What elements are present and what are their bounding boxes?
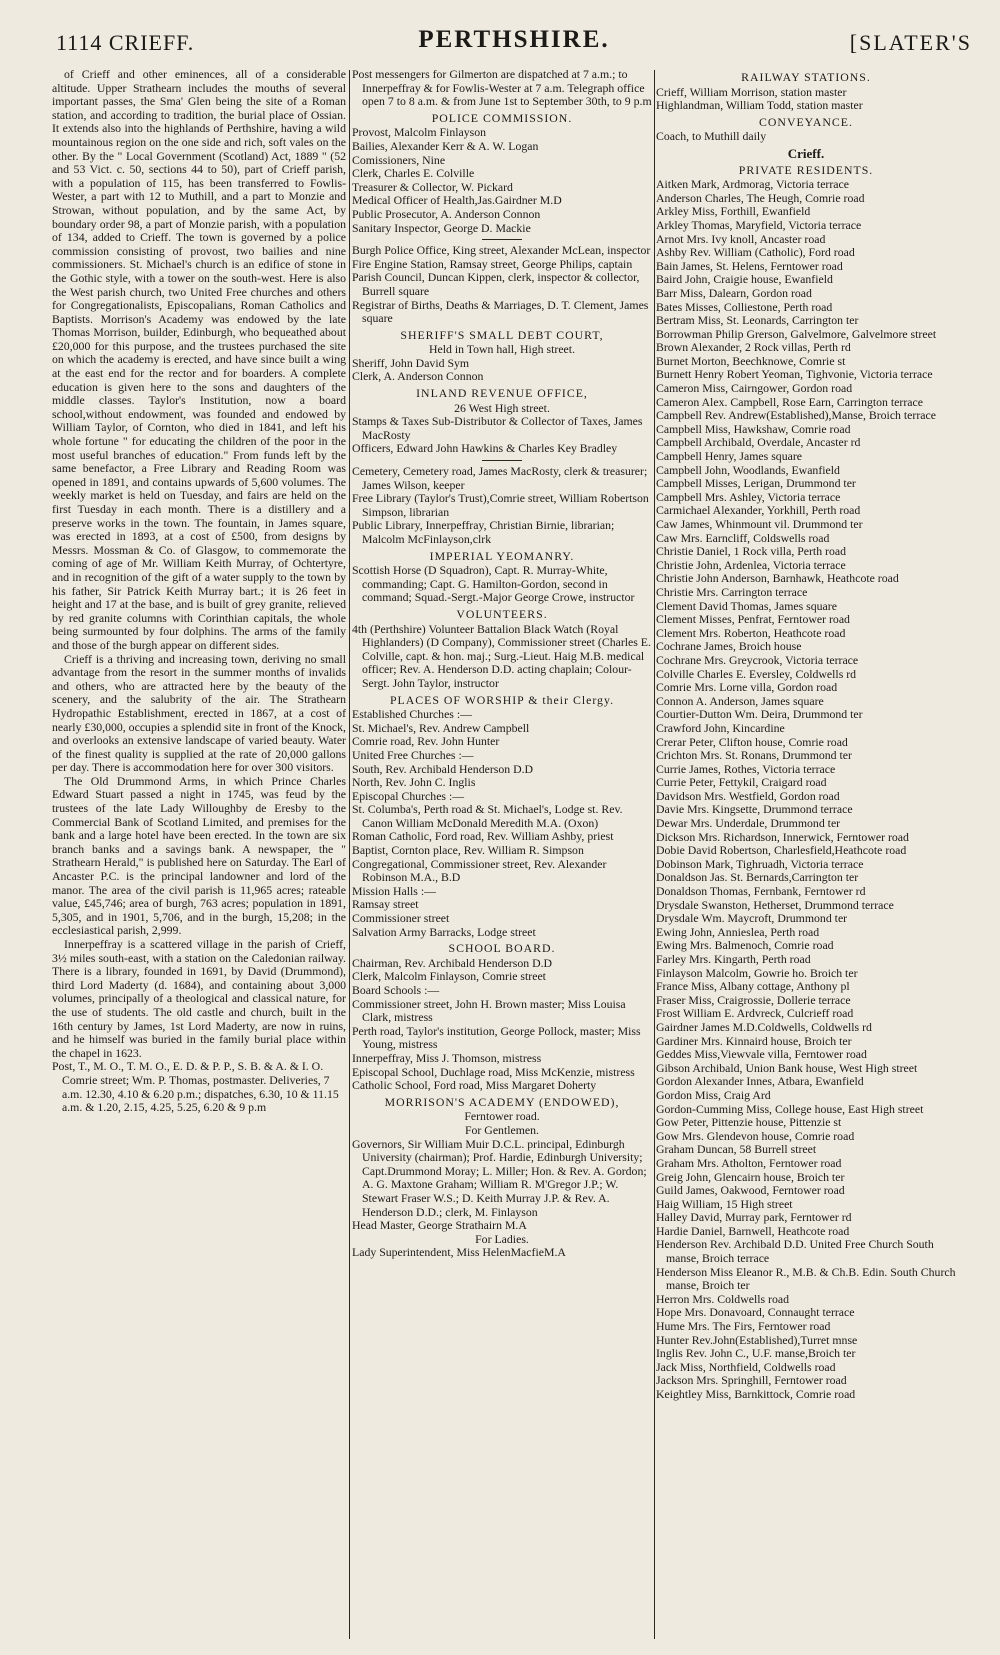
section-heading: INLAND REVENUE OFFICE, [416,386,588,401]
section-heading: IMPERIAL YEOMANRY. [429,548,575,563]
entry-line: Hardie Daniel, Barnwell, Heathcote road [656,1223,850,1238]
entry-line: Colville Charles E. Eversley, Coldwells rd [656,666,857,681]
entry-line: Henderson Rev. Archibald D.D. United Free Church South manse, Broich terrace [656,1237,934,1266]
section-heading: PLACES OF WORSHIP & their Clergy. [389,692,615,707]
entry-line: Haig William, 15 High street [656,1196,793,1211]
subheading: For Gentlemen. [464,1122,540,1137]
entry-line: Burgh Police Office, King street, Alexander McLean, inspector [352,243,651,258]
entry-line: Geddes Miss,Viewvale villa, Ferntower road [656,1047,867,1062]
entry-line: Board Schools :— [352,983,440,997]
entry-line: Gordon Miss, Craig Ard [656,1087,771,1102]
entry-line: St. Columba's, Perth road & St. Michael's, Lodge st. Rev. Canon William McDonald Meredith M.A. (Oxon) [352,802,623,830]
entry-line: Davie Mrs. Kingsette, Drummond terrace [656,802,853,817]
entry-line: Drysdale Swanston, Hetherset, Drummond terrace [656,897,894,912]
town-heading: Crieff. [787,145,825,161]
entry-line: Dewar Mrs. Underdale, Drummond ter [656,816,841,831]
entry-line: Clerk, A. Anderson Connon [352,369,484,384]
entry-line: Hope Mrs. Donavoard, Connaught terrace [656,1305,855,1320]
entry-line: Campbell Archibald, Overdale, Ancaster rd [656,435,861,450]
section-heading: VOLUNTEERS. [456,606,548,621]
entry-line: Ramsay street [352,897,419,912]
entry-line: Episcopal School, Duchlage road, Miss McKenzie, mistress [352,1064,635,1079]
section-heading: SCHOOL BOARD. [448,941,556,956]
entry-line: Gow Mrs. Glendevon house, Comrie road [656,1128,855,1143]
entry-line: Davidson Mrs. Westfield, Gordon road [656,788,840,803]
entry-line: Christie Daniel, 1 Rock villa, Perth road [656,544,847,559]
entry-line: Post messengers for Gilmerton are dispatched at 7 a.m.; to Innerpeffray & for Fowlis-Wester at 7 a.m. Telegraph office open 7 to 8 a.m. & from June 1st to September 30th, to 9 p.m [352,68,652,109]
entry-line: Fire Engine Station, Ramsay street, George Philips, captain [352,256,633,271]
entry-line: Arkley Thomas, Maryfield, Victoria terrace [656,217,862,232]
entry-line: Parish Council, Duncan Kippen, clerk, inspector & collector, Burrell square [352,270,640,298]
entry-line: Roman Catholic, Ford road, Rev. William Ashby, priest [352,829,614,844]
entry-line: Catholic School, Ford road, Miss Margaret Doherty [352,1078,597,1093]
entry-line: Head Master, George Strathairn M.A [352,1218,527,1233]
subheading: For Ladies. [475,1231,529,1246]
column-officials [352,68,652,1643]
entry-line: Henderson Miss Eleanor R., M.B. & Ch.B. Edin. South Church manse, Broich ter [656,1264,956,1293]
entry-line: Salvation Army Barracks, Lodge street [352,924,536,939]
entry-line: Anderson Charles, The Heugh, Comrie road [656,190,865,205]
entry-line: Crerar Peter, Clifton house, Comrie road [656,734,848,749]
entry-line: Caw James, Whinmount vil. Drummond ter [656,517,863,531]
entry-line: Drysdale Wm. Maycroft, Drummond ter [656,911,848,926]
entry-line: Perth road, Taylor's institution, George Pollock, master; Miss Young, mistress [352,1023,641,1052]
entry-line: Comrie Mrs. Lorne villa, Gordon road [656,680,838,695]
entry-line: Herron Mrs. Coldwells road [656,1291,790,1306]
entry-line: Innerpeffray, Miss J. Thomson, mistress [352,1050,542,1065]
section-heading: SHERIFF'S SMALL DEBT COURT, [400,327,604,342]
entry-line: Provost, Malcolm Finlayson [352,125,487,140]
section-heading: PRIVATE RESIDENTS. [738,162,874,177]
entry-line: Ewing John, Annieslea, Perth road [656,924,820,939]
entry-line: Crichton Mrs. St. Ronans, Drummond ter [656,748,852,763]
entry-line: 4th (Perthshire) Volunteer Battalion Black Watch (Royal Highlanders) (D Company), Commissioner street (Charles E. Colville, capt. & hon. maj.; Surg.-Lieut. Haig M.B. medical officer; Rev. A. Henderson D.D. acting chaplain; Colour-Sergt. John Taylor, instructor [352,621,651,690]
column-residents [656,68,956,1643]
entry-line: Commissioner street, John H. Brown master; Miss Louisa Clark, mistress [352,996,626,1025]
subheading: Held in Town hall, High street. [428,342,576,357]
section-heading: RAILWAY STATIONS. [741,70,871,84]
entry-line: Governors, Sir William Muir D.C.L. principal, Edinburgh University (chairman); Prof. Hardie, Edinburgh University; Capt.Drummond Moray; L. Miller; Hon. & Rev. A. Gordon; A. G. Maxtone Graham; William R. M'Gregor J.P.; W. Stewart Fraser W.S.; D. Keith Murray J.P. & Rev. A. Henderson D.D.; clerk, M. Finlayson [352,1136,647,1219]
entry-line: Baird John, Craigie house, Ewanfield [656,272,833,287]
entry-line: Sanitary Inspector, George D. Mackie [352,220,531,235]
entry-line: Bates Misses, Colliestone, Perth road [656,299,833,314]
county-title: PERTHSHIRE. [418,26,610,53]
entry-line: Campbell John, Woodlands, Ewanfield [656,462,840,477]
entry-line: Christie John, Ardenlea, Victoria terrace [656,557,846,572]
entry-line: Arkley Miss, Forthill, Ewanfield [656,204,811,219]
entry-line: Cameron Alex. Campbell, Rose Earn, Carrington terrace [656,394,923,409]
entry-line: Borrowman Philip Grerson, Galvelmore, Galvelmore street [656,326,937,341]
entry-line: Christie Mrs. Carrington terrace [656,584,808,599]
entry-line: Gordon Alexander Innes, Atbara, Ewanfield [656,1074,864,1089]
entry-line: Cochrane Mrs. Greycrook, Victoria terrace [656,652,859,667]
entry-line: Comissioners, Nine [352,152,446,167]
entry-line: Burnett Henry Robert Yeoman, Tighvonie, Victoria terrace [656,367,933,382]
entry-line: Established Churches :— [352,707,472,722]
entry-line: Ashby Rev. William (Catholic), Ford road [656,245,855,260]
entry-line: Greig John, Glencairn house, Broich ter [656,1169,845,1184]
entry-line: Ewing Mrs. Balmenoch, Comrie road [656,938,834,953]
entry-line: Bertram Miss, St. Leonards, Carrington ter [656,313,859,328]
entry-line: Clement David Thomas, James square [656,598,837,613]
entry-line: Mission Halls :— [352,883,436,898]
subheading: 26 West High street. [454,400,550,415]
entry-line: Carmichael Alexander, Yorkhill, Perth road [656,503,861,518]
section-heading: POLICE COMMISSION. [431,110,573,125]
entry-line: Crieff, William Morrison, station master [656,84,847,99]
entry-line: Cemetery, Cemetery road, James MacRosty, clerk & treasurer; James Wilson, keeper [352,464,648,492]
paragraph: The Old Drummond Arms, in which Prince Charles Edward Stuart passed a night in 1745, was feud by the trustees of the late Lady Willoughby de Eresby to the Commercial Bank of Scotland Limited, and premises for the bank and a large hotel have been erected. In the town are six branch banks and a savings bank. A newspaper, the " Strathearn Herald," is published here on Saturday. The Earl of Ancaster P.C. is the principal landowner and lord of the manor. The area of the civil parish is 11,965 acres; rateable value, £45,746; area of burgh, 763 acres; population in 1891, 5,305, and in 1901, 5,706, and in the burgh, 15,208; in the ecclesiastical parish, 2,999. [52,773,346,938]
entry-line: Clerk, Malcolm Finlayson, Comrie street [352,969,546,984]
entry-line: Gairdner James M.D.Coldwells, Coldwells rd [656,1019,872,1034]
entry-line: Dobie David Robertson, Charlesfield,Heathcote road [656,843,907,858]
entry-line: Clerk, Charles E. Colville [352,166,475,181]
entry-line: Campbell Misses, Lerigan, Drummond ter [656,476,856,491]
entry-line: Courtier-Dutton Wm. Deira, Drummond ter [656,707,863,722]
entry-line: Campbell Rev. Andrew(Established),Manse, Broich terrace [656,408,936,423]
entry-line: Post, T., M. O., T. M. O., E. D. & P. P., S. B. & A. & I. O. Comrie street; Wm. P. Thomas, postmaster. Deliveries, 7 a.m. 12.30, 4.10 & 6.20 p.m.; dispatches, 6.30, 10 & 11.15 a.m. & 1.20, 2.15, 4.25, 5.25, 6.20 & 9 p.m [52,1059,339,1115]
entry-line: Public Prosecutor, A. Anderson Connon [352,206,541,221]
entry-line: Clement Mrs. Roberton, Heathcote road [656,625,846,640]
entry-line: Comrie road, Rev. John Hunter [352,734,500,749]
entry-line: Brown Alexander, 2 Rock villas, Perth rd [656,340,851,355]
section-heading: MORRISON'S ACADEMY (ENDOWED), [384,1094,620,1109]
entry-line: Finlayson Malcolm, Gowrie ho. Broich ter [656,965,858,980]
page-header [56,26,972,60]
entry-line: Graham Duncan, 58 Burrell street [656,1142,817,1157]
entry-line: Gibson Archibald, Union Bank house, West High street [656,1060,918,1075]
entry-line: Coach, to Muthill daily [656,129,767,144]
entry-line: Stamps & Taxes Sub-Distributor & Collector of Taxes, James MacRosty [352,414,643,442]
entry-line: Currie James, Rothes, Victoria terrace [656,761,836,776]
entry-line: Baptist, Cornton place, Rev. William R. Simpson [352,843,584,858]
section-heading: CONVEYANCE. [759,114,853,129]
entry-line: St. Michael's, Rev. Andrew Campbell [352,720,530,735]
entry-line: Chairman, Rev. Archibald Henderson D.D [352,955,553,970]
entry-line: South, Rev. Archibald Henderson D.D [352,761,534,776]
entry-line: Campbell Henry, James square [656,449,802,464]
entry-line: Officers, Edward John Hawkins & Charles Key Bradley [352,441,618,456]
entry-line: Lady Superintendent, Miss HelenMacfieM.A [352,1245,566,1260]
entry-line: Arnot Mrs. Ivy knoll, Ancaster road [656,231,826,246]
entry-line: Campbell Mrs. Ashley, Victoria terrace [656,489,841,504]
entry-line: Cameron Miss, Cairngower, Gordon road [656,381,853,396]
entry-line: Sheriff, John David Sym [352,355,470,370]
separator-rule [482,239,522,240]
entry-line: Christie John Anderson, Barnhawk, Heathcote road [656,571,899,586]
entry-line: Dobinson Mark, Tighruadh, Victoria terrace [656,856,864,871]
entry-line: United Free Churches :— [352,747,474,762]
page-number-and-town: 1114 CRIEFF. [56,30,195,55]
entry-line: Clement Misses, Penfrat, Ferntower road [656,612,850,627]
entry-line: Frost William E. Ardvreck, Culcrieff road [656,1006,854,1021]
entry-line: Halley David, Murray park, Ferntower rd [656,1210,852,1225]
entry-line: Caw Mrs. Earncliff, Coldswells road [656,530,830,545]
paragraph: Crieff is a thriving and increasing town, deriving no small advantage from the resort in the summer months of invalids and others, who are attracted here by the beauty of the scenery, and the salubrity of the air. The Strathearn Hydropathic Establishment, erected in 1867, at a cost of nearly £30,000, occupies a splendid site in front of the Knock, and overlooks an extensive landscape of varied beauty. Water of the finest quality is supplied at the rate of 20,000 gallons per day. There is accommodation here for over 300 visitors. [52,651,346,775]
entry-line: Jack Miss, Northfield, Coldwells road [656,1359,836,1374]
entry-line: Cochrane James, Broich house [656,639,802,654]
entry-line: Dickson Mrs. Richardson, Innerwick, Ferntower road [656,829,909,844]
entry-line: Hunter Rev.John(Established),Turret mnse [656,1332,858,1347]
entry-line: Donaldson Thomas, Fernbank, Ferntower rd [656,884,866,899]
entry-line: Bain James, St. Helens, Ferntower road [656,258,843,273]
entry-line: Gow Peter, Pittenzie house, Pittenzie st [656,1115,842,1130]
column-divider [349,70,350,1639]
entry-line: Crawford John, Kincardine [656,720,785,735]
entry-line: Currie Peter, Fettykil, Craigard road [656,775,827,790]
entry-line: Public Library, Innerpeffray, Christian Birnie, librarian; Malcolm McFinlayson,clrk [352,518,615,546]
entry-line: Bailies, Alexander Kerr & A. W. Logan [352,138,539,153]
entry-line: Campbell Miss, Hawkshaw, Comrie road [656,421,851,436]
entry-line: North, Rev. John C. Inglis [352,775,476,790]
entry-line: Congregational, Commissioner street, Rev. Alexander Robinson M.A., B.D [352,856,607,885]
publisher-mark: [SLATER'S [849,30,972,55]
paragraph: Innerpeffray is a scattered village in the parish of Crieff, 3½ miles south-east, with a station on the Caledonian railway. There is a library, founded in 1691, by David (Drummond), third Lord Maderty (d. 1684), and containing about 3,000 volumes, principally of a theological and classical nature, for the use of students. The old castle and church, built in the 16th century by James, 1st Lord Maderty, are now in ruins, and he himself was buried in the family burial place within the chapel in 1623. [52,937,346,1060]
entry-line: Scottish Horse (D Squadron), Capt. R. Murray-White, commanding; Capt. G. Hamilton-Gordon, second in command; Squad.-Sergt.-Major George Crowe, instructor [352,563,635,605]
subheading: Ferntower road. [464,1109,540,1124]
entry-line: Donaldson Jas. St. Bernards,Carrington ter [656,870,859,885]
paragraph: of Crieff and other eminences, all of a considerable altitude. Upper Strathearn includes the mouths of several important passes, the Sma' Glen being the site of a Roman station, and according to tradition, the burial place of Ossian. It extends also into the highlands of Perthshire, having a wild mountainous region on the one side and rich, soft vales on the other. By the " Local Government (Scotland) Act, 1889 " (52 and 53 Vict. c. 50, sections 44 to 50), part of Crieff parish, with a population of 115, has been transferred to Fowlis-Wester, a part with 12 to Muthill, and a part to Monzie and Strowan, without population, and by the same Act, by boundary order 98, a part of Monzie parish, with a population of 134, added to Crieff. The town is governed by a police commission consisting of provost, two bailies and nine commissioners. St. Michael's church is an edifice of stone in the Gothic style, with a tower on the south-west. Here is also the West parish church, two United Free churches and others for Congregationalists, Episcopalians, Roman Catholics and Baptists. Morrison's Academy was endowed by the late Thomas Morrison, builder, Edinburgh, who bequeathed about £20,000 for this purpose, and the trustees purchased the site on which the academy is erected, and have since built a wing at the east end for the rector and for boarders. A complete education is given here to the sons and daughters of the middle classes. Taylor's Institution, now a board school,without endowment, was founded and endowed by William Taylor, of Cornton, who died in 1841, and left his whole fortune " for educating the children of the poor in the most useful branches of education." From funds left by the same benefactor, a Free Library and Reading Room was opened in 1891, and contains upwards of 5,600 volumes. The weekly market is held on Tuesday, and fairs are held on the first Tuesday in each month. There is a distillery and a preserve works in the town. The fountain, in James square, was erected in 1893, at a cost of £500, from designs by Messrs. Mossman & Co. of Glasgow, to commemorate the coming of age of Mr. William Keith Murray, of Ochtertyre, and in recognition of the gift of a water supply to the town by his father, Sir Patrick Keith Murray bart.; it is 26 feet in height and 17 at the base, and is built of grey granite, relieved by red granite columns with Corinthian capitals, the whole being surmounted by four dolphins. The arms of the family and those of the burgh appear on different sides. [52,68,346,652]
entry-line: Burnet Morton, Beechknowe, Comrie st [656,353,846,368]
entry-line: Episcopal Churches :— [352,788,465,803]
entry-line: Hume Mrs. The Firs, Ferntower road [656,1319,831,1334]
column-description [52,68,346,1643]
entry-line: Jackson Mrs. Springhill, Ferntower road [656,1373,847,1388]
entry-line: Medical Officer of Health,Jas.Gairdner M.D [352,193,562,208]
entry-line: Keightley Miss, Barnkittock, Comrie road [656,1387,856,1401]
entry-line: Inglis Rev. John C., U.F. manse,Broich ter [656,1346,856,1361]
entry-line: Highlandman, William Todd, station master [656,98,863,113]
entry-line: Gardiner Mrs. Kinnaird house, Broich ter [656,1033,852,1048]
entry-line: Free Library (Taylor's Trust),Comrie street, William Robertson Simpson, librarian [352,491,649,519]
separator-rule [482,460,522,461]
entry-line: Registrar of Births, Deaths & Marriages, D. T. Clement, James square [352,297,649,326]
entry-line: Graham Mrs. Atholton, Ferntower road [656,1155,842,1170]
column-divider [654,70,655,1639]
entry-line: Gordon-Cumming Miss, College house, East High street [656,1101,924,1116]
entry-line: Barr Miss, Dalearn, Gordon road [656,285,812,300]
entry-line: Guild James, Oakwood, Ferntower road [656,1183,845,1198]
entry-line: Aitken Mark, Ardmorag, Victoria terrace [656,177,849,192]
entry-line: Fraser Miss, Craigrossie, Dollerie terrace [656,992,851,1007]
entry-line: Treasurer & Collector, W. Pickard [352,179,513,194]
entry-line: Farley Mrs. Kingarth, Perth road [656,952,811,966]
entry-line: France Miss, Albany cottage, Anthony pl [656,979,850,994]
entry-line: Commissioner street [352,911,450,926]
entry-line: Connon A. Anderson, James square [656,693,824,708]
